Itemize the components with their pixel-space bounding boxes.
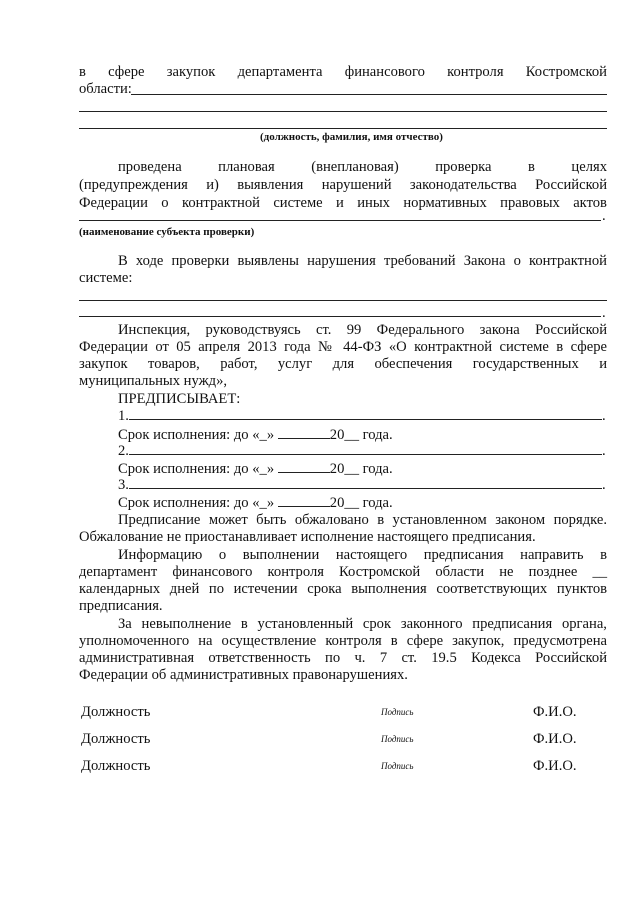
word: требований [383, 253, 456, 269]
word: законом [495, 512, 546, 528]
liability-line-3 [79, 650, 607, 667]
word: В [118, 253, 128, 269]
violations-fill-line-1[interactable] [79, 300, 607, 301]
position-label: Должность [81, 704, 151, 720]
word: административная [79, 650, 195, 666]
word: на [198, 633, 213, 649]
word: и) [206, 177, 219, 193]
word: руководствуясь [205, 322, 301, 338]
word: предписания [472, 616, 553, 632]
word: 05 [176, 339, 191, 355]
word: календарных [79, 581, 161, 597]
word: быть [256, 512, 287, 528]
word: ч. [354, 650, 366, 666]
word: пунктов [556, 581, 608, 597]
header-line-1 [79, 64, 607, 81]
deadline-month-fill[interactable] [278, 426, 330, 439]
basis-line-3 [79, 356, 607, 373]
word: Федерации [79, 339, 148, 355]
word: Инспекция, [118, 322, 191, 338]
word: сфере [570, 339, 607, 355]
deadline-month-fill[interactable] [278, 460, 330, 473]
word: Российской [535, 322, 608, 338]
position-fill-line-1[interactable] [131, 94, 607, 95]
signature-row [81, 704, 601, 722]
word: проверки [171, 253, 230, 269]
word: в [377, 512, 385, 528]
word: системе [499, 339, 549, 355]
word: в [600, 547, 607, 563]
item-fill-line[interactable] [129, 476, 602, 489]
item-fill-line[interactable] [129, 442, 602, 455]
appeal-line-2: Обжалование не приостанавливает исполнение настоящего предписания. [79, 529, 536, 545]
word: 44-ФЗ [343, 339, 382, 355]
word: актов [573, 195, 607, 211]
word: обеспечения [374, 356, 453, 372]
deadline-year: 20__ года. [329, 427, 393, 443]
inspection-line-1 [79, 159, 607, 176]
item-fill-line[interactable] [129, 407, 602, 420]
word: нарушения [307, 253, 376, 269]
word: финансового [172, 564, 253, 580]
orders-label: ПРЕДПИСЫВАЕТ: [118, 391, 241, 407]
word: Костромской [525, 64, 607, 80]
word: срок [362, 616, 392, 632]
word: выявлены [237, 253, 299, 269]
word: по [325, 650, 341, 666]
word: сфере [406, 633, 444, 649]
word: услуг [277, 356, 313, 372]
word: ст. [316, 322, 332, 338]
liability-line-2 [79, 633, 607, 650]
word: ст. [401, 650, 417, 666]
word: проведена [118, 159, 182, 175]
liability-line-1 [79, 616, 607, 633]
word: нормативных [403, 195, 487, 211]
word: невыполнение [141, 616, 232, 632]
word: может [208, 512, 248, 528]
position-fill-line-2[interactable] [79, 111, 607, 112]
region-label: области: [79, 81, 132, 97]
appeal-line-1 [79, 512, 607, 529]
word: Предписание [118, 512, 201, 528]
word: в [79, 64, 86, 80]
word: соответствующих [436, 581, 548, 597]
word: контрактной [414, 339, 493, 355]
item-number: 1. [118, 408, 129, 424]
position-note: (должность, фамилия, имя отчество) [260, 131, 443, 143]
signature-field[interactable]: Подпись [381, 707, 414, 717]
word: контрактной [528, 253, 607, 269]
word: За [118, 616, 132, 632]
inspection-line-3 [79, 195, 607, 212]
word: 99 [346, 322, 362, 338]
header-line-2 [79, 81, 607, 98]
word: Костромской [339, 564, 421, 580]
item-3: 3. . [118, 477, 606, 493]
word: о [513, 253, 521, 269]
word: и [599, 356, 608, 372]
word: органа, [561, 616, 607, 632]
word: нарушений [321, 177, 392, 193]
basis-line-4: муниципальных нужд», [79, 373, 228, 389]
word: уполномоченного [79, 633, 190, 649]
word: области [435, 564, 485, 580]
word: департамент [79, 564, 158, 580]
word: иных [357, 195, 390, 211]
word: Кодекса [471, 650, 521, 666]
word: в [528, 159, 535, 175]
word: контроля [267, 564, 324, 580]
word: Закона [463, 253, 506, 269]
violations-line-1 [79, 253, 607, 270]
word: в [240, 616, 248, 632]
liability-line-4: Федерации об административных правонарушениях. [79, 667, 408, 683]
word: системе [273, 195, 323, 211]
deadline-prefix: Срок исполнения: до «_» [118, 461, 278, 477]
word: 7 [379, 650, 388, 666]
word: Информацию [118, 547, 203, 563]
word: и [336, 195, 344, 211]
word: года [284, 339, 311, 355]
word: позднее [528, 564, 578, 580]
word: финансового [344, 64, 425, 80]
word: о [218, 547, 227, 563]
word: срока [307, 581, 342, 597]
deadline-3 [79, 494, 640, 512]
report-line-4: предписания. [79, 598, 163, 614]
word: предписания [423, 547, 504, 563]
name-label: Ф.И.О. [533, 758, 577, 774]
basis-line-1 [79, 322, 607, 339]
word: ответственность [208, 650, 311, 666]
word: Федерального [376, 322, 465, 338]
position-label: Должность [81, 731, 151, 747]
subject-note: (наименование субъекта проверки) [79, 226, 255, 238]
word: в [556, 339, 564, 355]
word: 2013 [247, 339, 277, 355]
word: выявления [237, 177, 304, 193]
violations-period: . [602, 305, 606, 321]
position-fill-line-3[interactable] [79, 128, 607, 129]
word: Федерации [79, 195, 148, 211]
deadline-year: 20__ года. [329, 495, 393, 511]
item-1: 1. . [118, 408, 606, 424]
word: апреля [198, 339, 241, 355]
word: выполнении [242, 547, 320, 563]
word: законного [400, 616, 463, 632]
word: выполнения [351, 581, 427, 597]
word: ходе [135, 253, 164, 269]
word: работ, [220, 356, 258, 372]
word: (внеплановая) [311, 159, 399, 175]
word: контроля [325, 633, 382, 649]
word: 19.5 [431, 650, 457, 666]
word: контроля [447, 64, 504, 80]
word: дней [169, 581, 200, 597]
word: контрактной [181, 195, 260, 211]
violations-line-2: системе: [79, 270, 133, 286]
name-label: Ф.И.О. [533, 731, 577, 747]
signature-field[interactable]: Подпись [381, 761, 414, 771]
word: по [208, 581, 224, 597]
word: закупок, [452, 633, 505, 649]
word: установленный [257, 616, 354, 632]
inspection-line-2 [79, 177, 607, 194]
report-line-2 [79, 564, 607, 581]
word: проверка [435, 159, 492, 175]
word: государственных [472, 356, 579, 372]
word: целях [571, 159, 607, 175]
word: от [155, 339, 169, 355]
word: о [161, 195, 169, 211]
deadline-year: 20__ года. [329, 461, 393, 477]
word: осуществление [221, 633, 317, 649]
word: предусмотрена [513, 633, 608, 649]
word: установленном [392, 512, 487, 528]
word: № [318, 339, 336, 355]
word: порядке. [553, 512, 607, 528]
word: закупок [166, 64, 216, 80]
word: «О [388, 339, 407, 355]
word: правовых [500, 195, 560, 211]
word: департамента [237, 64, 323, 80]
word: Российской [535, 177, 608, 193]
word: истечении [233, 581, 298, 597]
word: сфере [108, 64, 145, 80]
basis-line-2 [79, 339, 607, 356]
word: в [390, 633, 398, 649]
word: закона [479, 322, 520, 338]
word: для [332, 356, 355, 372]
item-number: 3. [118, 477, 129, 493]
word: направить [520, 547, 584, 563]
report-line-1 [79, 547, 607, 564]
subject-fill-line[interactable] [79, 220, 601, 221]
item-number: 2. [118, 443, 129, 459]
signature-field[interactable]: Подпись [381, 734, 414, 744]
deadline-prefix: Срок исполнения: до «_» [118, 495, 278, 511]
word: товаров, [148, 356, 200, 372]
word: настоящего [335, 547, 408, 563]
signature-row [81, 731, 601, 749]
word: не [499, 564, 514, 580]
position-label: Должность [81, 758, 151, 774]
word: законодательства [409, 177, 517, 193]
deadline-prefix: Срок исполнения: до «_» [118, 427, 278, 443]
subject-period: . [602, 208, 606, 224]
word: Российской [535, 650, 608, 666]
item-2: 2. . [118, 443, 606, 459]
word: __ [592, 564, 608, 580]
report-line-3 [79, 581, 607, 598]
signature-row [81, 758, 601, 776]
violations-fill-line-2[interactable] [79, 316, 601, 317]
word: плановая [218, 159, 275, 175]
word: закупок [79, 356, 128, 372]
word: (предупреждения [79, 177, 188, 193]
deadline-month-fill[interactable] [278, 494, 330, 507]
name-label: Ф.И.О. [533, 704, 577, 720]
word: обжаловано [294, 512, 369, 528]
